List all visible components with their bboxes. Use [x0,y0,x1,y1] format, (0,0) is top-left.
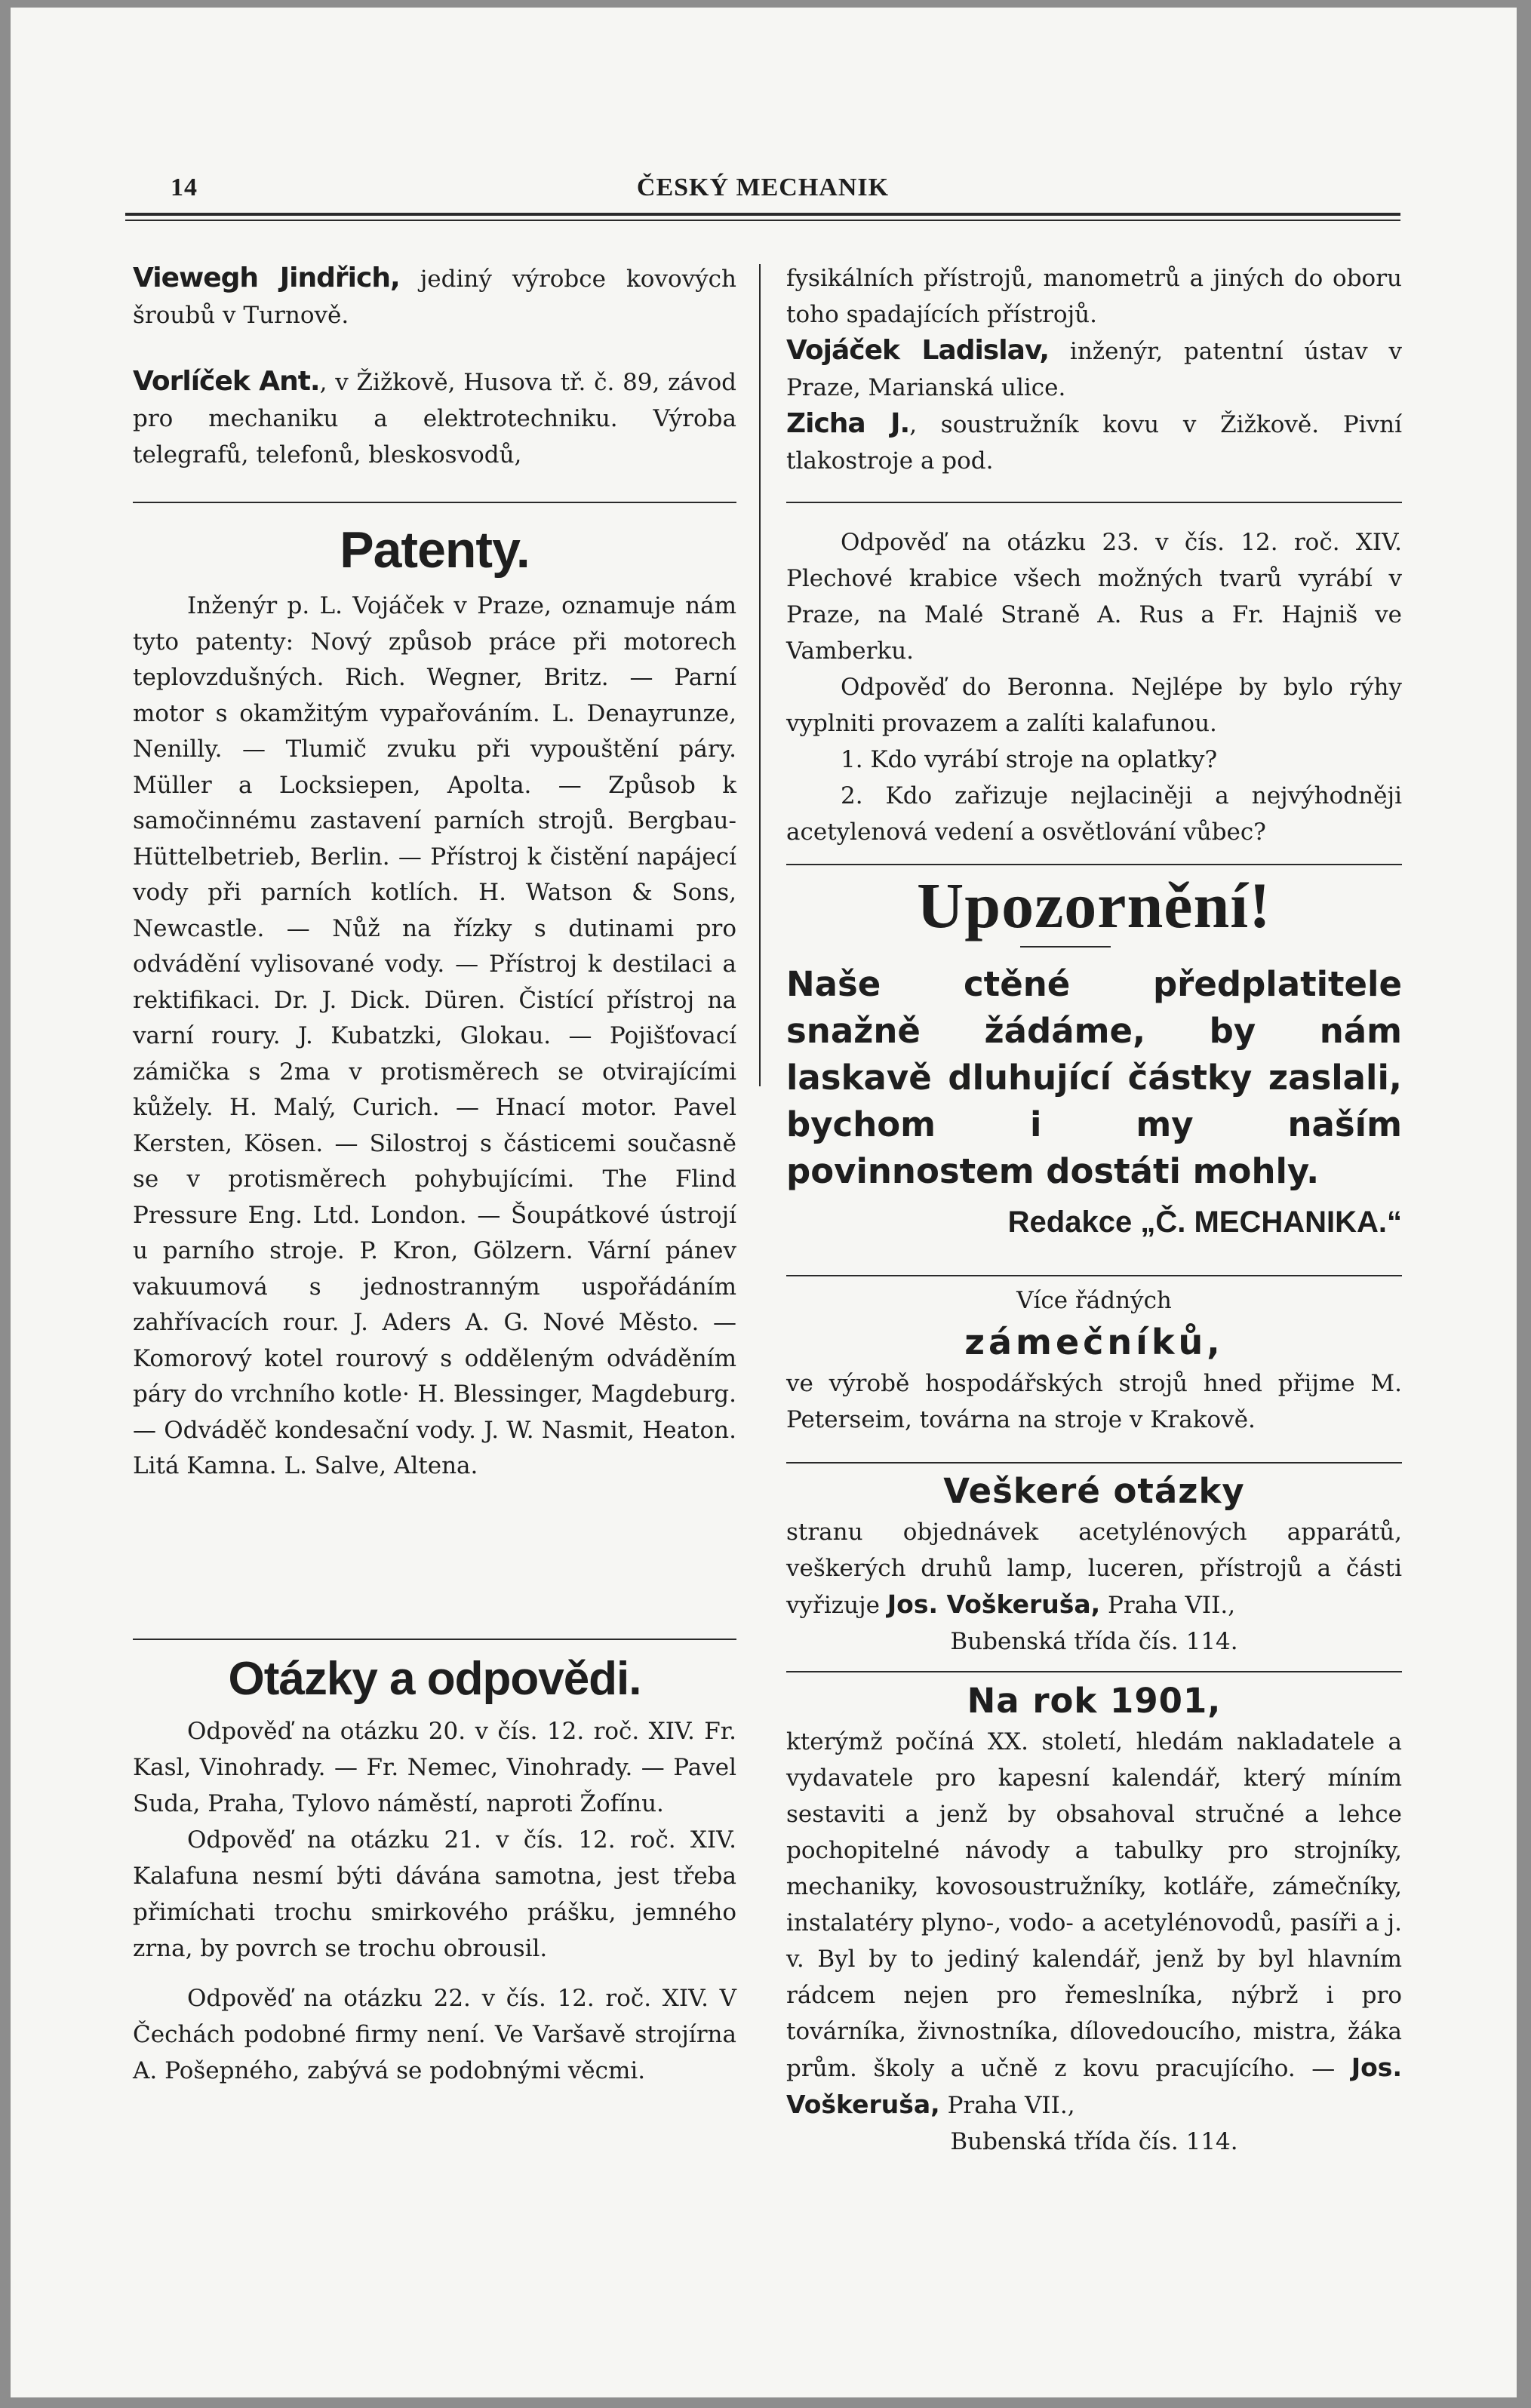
directory-entry: Zicha J., soustružník kovu v Žižkově. Pivní tlakostroje a pod. [786,408,1402,475]
patents-heading: Patenty. [340,521,530,579]
advertiser-name: Jos. Voškeruša, [887,1589,1101,1619]
directory-entry: Vojáček Ladislav, inženýr, patentní ústav v Praze, Marianská ulice. [786,335,1402,401]
entry-name: Zicha J. [786,408,910,439]
directory-entry: Viewegh Jindřich, jediný výrobce kovových šroubů v Turnově. [133,263,737,329]
ad-body: kterýmž počíná XX. století, hledám nakladatele a vydavatele pro kapesní kalendář, který míním sestaviti a jenž by obsahoval stručné a lehce pochopitelné návody a tabulky pro strojníky, mechaniky, kovosoustružníky, kotláře, zámečníky, instalatéry plyno-, vodo- a acetylénovodů, pasíři a j. v. Byl by to jediný kalendář, jenž by byl hlavním rádcem nejen pro řemeslníka, nýbrž i pro továrníka, živnostníka, dílovedoucího, mistra, žáka prům. školy a učně z kovu pracujícího. — Jos. Voškeruša, Praha VII., [786,1728,1402,2119]
patents-section [133,521,736,1485]
qa-answer: Odpověď na otázku 21. v čís. 12. roč. XIV. Kalafuna nesmí býti dávána samotna, jest třeba přimíchati trochu smirkového prášku, jemného zrna, by povrch se trochu obrousil. [133,1826,736,1962]
qa-continued [786,524,1402,850]
section-rule [786,1275,1402,1276]
qa-question: 2. Kdo zařizuje nejlaciněji a nejvýhodněji acetylenová vedení a osvětlování vůbec? [786,782,1402,846]
page [11,8,1517,2397]
notice-body: Naše ctěné předplatitele snažně žádáme, by nám laskavě dluhující částky zaslali, bychom i my naším povinnostem dostáti mohly. [786,964,1402,1191]
ad-body: stranu objednávek acetylénových apparátů, veškerých druhů lamp, luceren, přístrojů a části vyřizuje Jos. Voškeruša, Praha VII., [786,1519,1402,1619]
advertiser-name: Jos. Voškeruša, [786,2053,1402,2119]
notice-underline [1020,946,1111,948]
directory-left [133,260,736,473]
ad-address: Bubenská třída čís. 114. [950,2128,1238,2155]
page-header [125,174,1400,219]
notice-heading: Upozornění! [917,869,1271,941]
notice-signature: Redakce „Č. MECHANIKA.“ [1007,1206,1402,1239]
section-rule [786,1462,1402,1464]
ad-body: ve výrobě hospodářských strojů hned přijme M. Peterseim, továrna na stroje v Krakově. [786,1370,1402,1433]
qa-answer: Odpověď do Beronna. Nejlépe by bylo rýhy vyplniti provazem a zalíti kalafunou. [786,674,1402,737]
column-divider [759,264,761,1086]
ad-address: Bubenská třída čís. 114. [950,1628,1238,1655]
ad-calendar [786,1681,1402,2160]
directory-right [786,260,1402,479]
directory-entry: Vorlíček Ant., v Žižkově, Husova tř. č. 89, závod pro mechaniku a elektrotechniku. Výroba telegrafů, telefonů, bleskosvodů, [133,366,736,468]
ad-line: Více řádných [1016,1287,1172,1314]
patents-body: Inženýr p. L. Vojáček v Praze, oznamuje nám tyto patenty: Nový způsob práce při motorech teplovzdušných. Rich. Wegner, Britz. — Parní motor s okamžitým vypařováním. L. Denayrunze, Nenilly. — Tlumič zvuku při vypouštění páry. Müller a Locksiepen, Apolta. — Způsob k samočinnému zastavení parních strojů. Bergbau-Hüttelbetrieb, Berlin. — Přístroj k čistění napájecí vody při parních kotlích. H. Watson & Sons, Newcastle. — Nůž na řízky s dutinami pro odvádění vylisované vody. — Přístroj k destilaci a rektifikaci. Dr. J. Dick. Düren. Čistící přístroj na varní roury. J. Kubatzki, Glokau. — Pojišťovací zámička s 2ma v protisměrech se otvirajícími kůžely. H. Malý, Curich. — Hnací motor. Pavel Kersten, Kösen. — Silostroj s částicemi současně se v protisměrech pohybujícími. The Flind Pressure Eng. Ltd. London. — Šoupátkové ústrojí u parního stroje. P. Kron, Gölzern. Vární pánev vakuumová s jednostranným uspořádáním zahřívacích rour. J. Aders A. G. Nové Město. — Komorový kotel rourový s odděleným odváděním páry do vrchního kotle· H. Blessinger, Magdeburg. — Odváděč kondesační vody. J. W. Nasmit, Heaton. Litá Kamna. L. Salve, Altena. [133,592,736,1479]
ad-locksmiths [786,1282,1402,1438]
qa-section [133,1652,736,2089]
header-rule-thin [125,220,1400,221]
ad-title: Veškeré otázky [943,1471,1245,1511]
section-rule [786,502,1402,503]
section-rule [133,1639,736,1640]
section-rule [786,864,1402,865]
section-rule [786,1671,1402,1672]
qa-answer: Odpověď na otázku 20. v čís. 12. roč. XIV. Fr. Kasl, Vinohrady. — Fr. Nemec, Vinohrady. — Pavel Suda, Praha, Tylovo náměstí, naproti Žofínu. [133,1718,736,1817]
section-rule [133,502,736,503]
qa-answer: Odpověď na otázku 22. v čís. 12. roč. XIV. V Čechách podobné firmy není. Ve Varšavě strojírna A. Pošepného, zabývá se podobnými věcmi. [133,1985,736,2084]
qa-question: 1. Kdo vyrábí stroje na oplatky? [841,746,1218,773]
ad-title: zámečníků, [964,1322,1224,1362]
entry-name: Vojáček Ladislav, [786,335,1050,366]
header-rule [125,213,1400,216]
ad-questions [786,1471,1402,1660]
qa-answer: Odpověď na otázku 23. v čís. 12. roč. XIV. Plechové krabice všech možných tvarů vyrábí v Praze, na Malé Straně A. Rus a Fr. Hajniš ve Vamberku. [786,529,1402,665]
ad-title: Na rok 1901, [967,1681,1222,1721]
directory-entry-continued: fysikálních přístrojů, manometrů a jiných do oboru toho spadajících přístrojů. [786,265,1402,328]
page-number: 14 [171,174,198,201]
notice-section [786,868,1402,1239]
journal-title: ČESKÝ MECHANIK [636,174,890,201]
entry-name: Vorlíček Ant. [133,366,320,397]
qa-heading: Otázky a odpovědi. [228,1653,641,1705]
entry-name: Viewegh Jindřich, [133,263,400,293]
